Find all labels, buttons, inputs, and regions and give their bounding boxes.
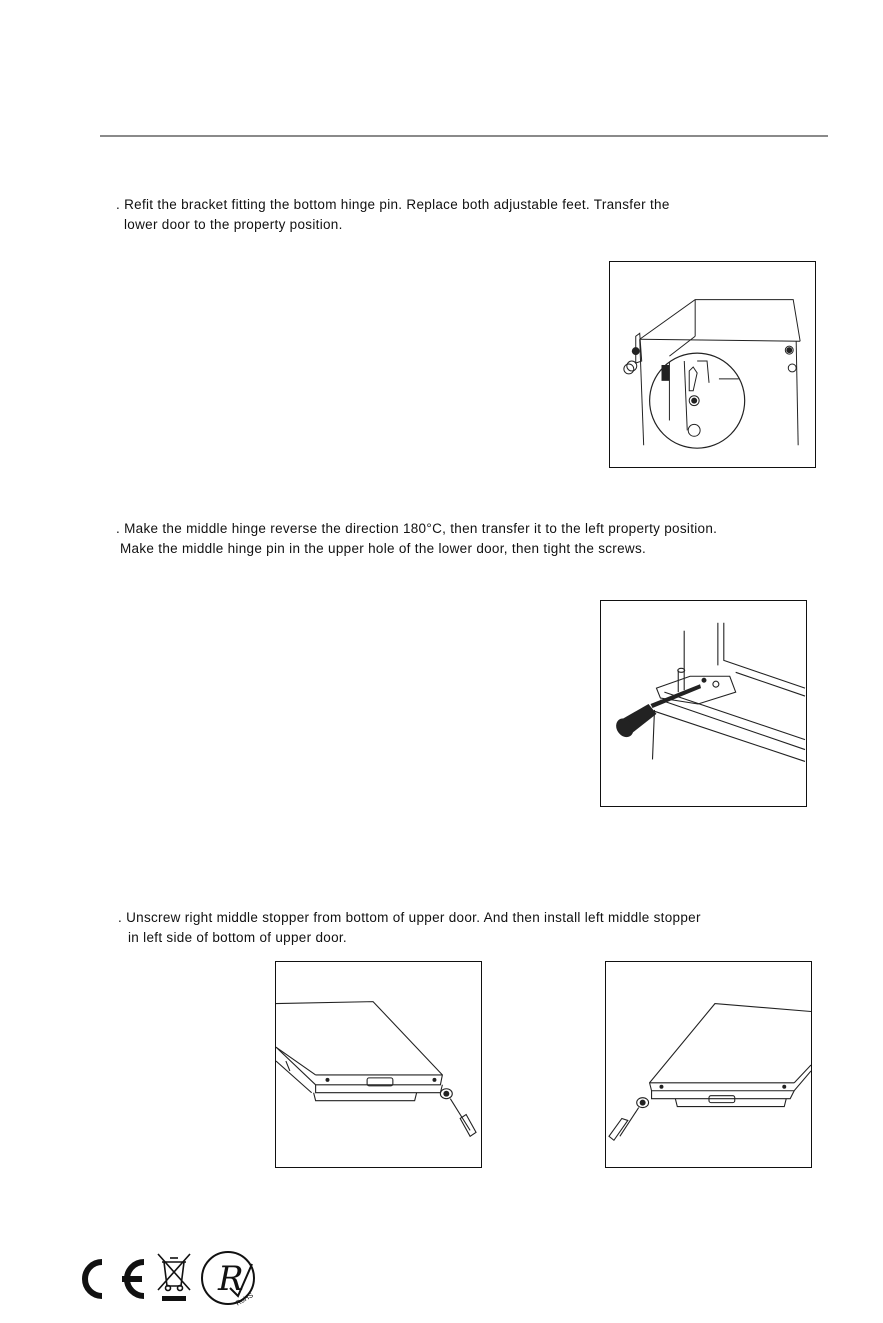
bottom-hinge-illustration xyxy=(609,261,816,468)
rohs-label: RoHS xyxy=(235,1292,255,1308)
rohs-r-letter: R xyxy=(218,1259,244,1299)
step-1-text xyxy=(116,195,670,235)
step-1-line-1: . Refit the bracket fitting the bottom hinge pin. Replace both adjustable feet. Transfer the xyxy=(116,197,670,212)
middle-hinge-illustration xyxy=(600,600,807,807)
step-3-line-2: in left side of bottom of upper door. xyxy=(128,930,347,945)
step-3-text xyxy=(118,908,701,948)
weee-bin-icon xyxy=(158,1254,190,1301)
rohs-mark-icon xyxy=(202,1252,255,1307)
step-3-line-1: . Unscrew right middle stopper from bottom of upper door. And then install left middle stopper xyxy=(118,910,701,925)
ce-mark-icon xyxy=(85,1262,144,1296)
install-left-stopper-drawing xyxy=(606,962,811,1167)
header-rule xyxy=(100,135,828,137)
middle-hinge-drawing xyxy=(601,601,806,806)
unscrew-right-stopper-illustration xyxy=(275,961,482,1168)
step-2-line-2: Make the middle hinge pin in the upper hole of the lower door, then tight the screws. xyxy=(120,541,647,556)
bottom-hinge-drawing xyxy=(610,262,815,467)
unscrew-right-stopper-drawing xyxy=(276,962,481,1167)
step-2-line-1: . Make the middle hinge reverse the direction 180°C, then transfer it to the left property position. xyxy=(116,521,718,536)
compliance-marks xyxy=(70,1248,270,1310)
install-left-stopper-illustration xyxy=(605,961,812,1168)
step-1-line-2: lower door to the property position. xyxy=(124,217,343,232)
step-2-text xyxy=(116,519,717,559)
